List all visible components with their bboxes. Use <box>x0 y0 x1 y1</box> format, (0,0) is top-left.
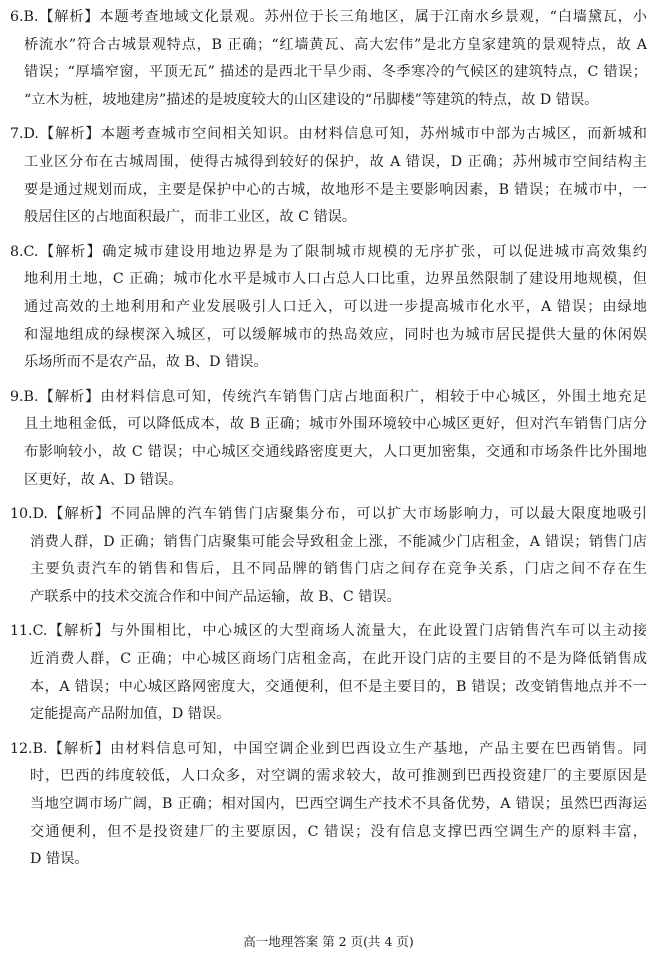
answer-line: 当地空调市场广阔，B 正确；相对国内，巴西空调生产技术不具备优势，A 错误；虽然巴西海运 <box>30 796 647 813</box>
page-footer: 高一地理答案 第 2 页(共 4 页) <box>243 934 414 949</box>
answer-line: 10.D.【解析】不同品牌的汽车销售门店聚集分布，可以扩大市场影响力，可以最大限度地吸引 <box>10 506 647 523</box>
answer-line: 错误；“厚墙窄窗，平顶无瓦” 描述的是西北干旱少雨、冬季寒冷的气候区的建筑特点，C 错误； <box>24 64 647 81</box>
answer-9 <box>10 384 647 494</box>
answer-6 <box>10 4 647 114</box>
answer-line: 要是通过规划而成，主要是保护中心的古城，故地形不是主要影响因素，B 错误；在城市中，一 <box>24 181 647 198</box>
answer-line: 布影响较小，故 C 错误；中心城区交通线路密度更大，人口更加密集，交通和市场条件比外围地 <box>24 443 647 460</box>
answer-line: 般居住区的占地面积最广，而非工业区，故 C 错误。 <box>24 209 357 226</box>
answer-line: 和湿地组成的绿楔深入城区，可以缓解城市的热岛效应，同时也为城市居民提供大量的休闲娱 <box>24 326 647 343</box>
answer-line: 区更好，故 A、D 错误。 <box>24 471 183 488</box>
answer-line: 8.C.【解析】确定城市建设用地边界是为了限制城市规模的无序扩张，可以促进城市高效集约 <box>10 243 647 260</box>
answer-line: 定能提高产品附加值，D 错误。 <box>30 706 231 723</box>
answer-line: 通过高效的土地利用和产业发展吸引人口迁入，可以进一步提高城市化水平，A 错误；由绿地 <box>24 298 647 315</box>
answer-line: 地利用土地，C 正确；城市化水平是城市人口占总人口比重，边界虽然限制了建设用地规模，但 <box>24 271 647 288</box>
answer-8 <box>10 239 647 377</box>
answer-line: 产联系中的技术交流合作和中间产品运输，故 B、C 错误。 <box>30 588 401 605</box>
answer-line: 7.D.【解析】本题考查城市空间相关知识。由材料信息可知，苏州城市中部为古城区，而新城和 <box>10 126 647 143</box>
answer-line: 主要负责汽车的销售和售后，且不同品牌的销售门店之间存在竞争关系，门店之间不存在生 <box>30 561 647 578</box>
answer-line: 消费人群，D 正确；销售门店聚集可能会导致租金上涨，不能减少门店租金，A 错误；销售门店 <box>30 533 647 550</box>
answer-line: 时，巴西的纬度较低，人口众多，对空调的需求较大，故可推测到巴西投资建厂的主要原因是 <box>30 768 647 785</box>
answer-line: 11.C.【解析】与外围相比，中心城区的大型商场人流量大，在此设置门店销售汽车可以主动接 <box>10 623 647 640</box>
answer-line: “立木为桩，坡地建房”描述的是坡度较大的山区建设的“吊脚楼”等建筑的特点，故 D 错误。 <box>24 91 599 108</box>
answer-7 <box>10 121 647 231</box>
answer-line: 6.B.【解析】本题考查地域文化景观。苏州位于长三角地区，属于江南水乡景观，“白墙黛瓦，小 <box>10 9 647 25</box>
answer-line: 且土地租金低，可以降低成本，故 B 正确；城市外围环境较中心城区更好，但对汽车销售门店分 <box>24 416 647 433</box>
answer-11 <box>10 618 647 728</box>
answer-line: 近消费人群，C 正确；中心城区商场门店租金高，在此开设门店的主要目的不是为降低销售成 <box>30 651 647 668</box>
answer-line: 乐场所而不是农产品，故 B、D 错误。 <box>24 354 268 371</box>
answer-line: 9.B.【解析】由材料信息可知，传统汽车销售门店占地面积广，相较于中心城区，外围土地充足 <box>10 388 647 405</box>
answer-12 <box>10 736 647 874</box>
answer-line: 桥流水”符合古城景观特点，B 正确；“红墙黄瓦、高大宏伟”是北方皇家建筑的景观特点，故 A <box>24 36 647 53</box>
answer-10 <box>10 501 647 611</box>
answer-line: 本，A 错误；中心城区路网密度大，交通便利，但不是主要目的，B 错误；改变销售地点并不一 <box>30 678 647 695</box>
answer-line: 交通便利，但不是投资建厂的主要原因，C 错误；没有信息支撑巴西空调生产的原料丰富， <box>30 823 647 840</box>
answer-line: 工业区分布在古城周围，使得古城得到较好的保护，故 A 错误，D 正确；苏州城市空间结构主 <box>24 153 647 170</box>
answer-line: D 错误。 <box>30 851 89 868</box>
answer-line: 12.B.【解析】由材料信息可知，中国空调企业到巴西设立生产基地，产品主要在巴西销售。同 <box>10 740 647 757</box>
